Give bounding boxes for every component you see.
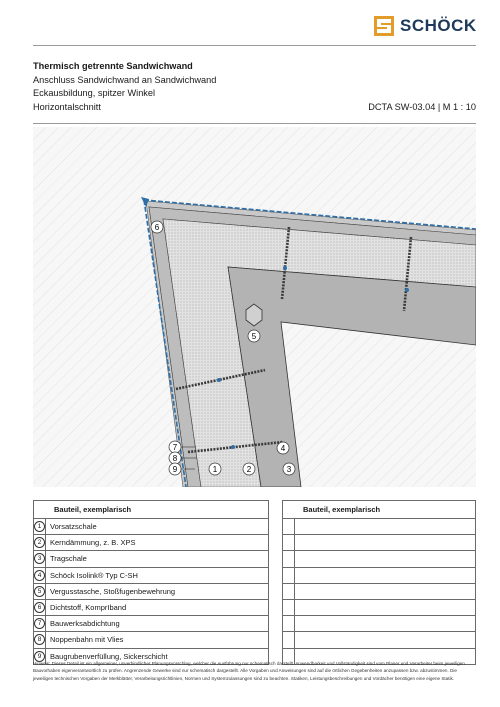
marker-5 bbox=[248, 330, 260, 342]
drawing-section: Horizontalschnitt bbox=[33, 101, 101, 112]
section-drawing bbox=[33, 127, 476, 487]
drawing-reference: DCTA SW-03.04 | M 1 : 10 bbox=[368, 101, 476, 112]
marker-1 bbox=[209, 463, 221, 475]
legend-header-left: Bauteil, exemplarisch bbox=[34, 501, 269, 519]
drawing-detail: Eckausbildung, spitzer Winkel bbox=[33, 88, 156, 98]
legend-number: 7 bbox=[34, 618, 45, 629]
connector-insulation-mark-4 bbox=[231, 445, 235, 449]
legend-label: Vorsatzschale bbox=[46, 519, 269, 535]
svg-text:5: 5 bbox=[251, 332, 257, 341]
legend-row bbox=[34, 567, 476, 583]
connector-insulation-mark-3 bbox=[217, 378, 221, 382]
marker-2 bbox=[243, 463, 255, 475]
legend-number: 8 bbox=[34, 634, 45, 645]
legend-row bbox=[34, 519, 476, 535]
drawing-subtitle: Anschluss Sandwichwand an Sandwichwand bbox=[33, 74, 217, 85]
legend-number: 2 bbox=[34, 537, 45, 548]
marker-4 bbox=[277, 442, 289, 454]
marker-3 bbox=[283, 463, 295, 475]
legend-number: 1 bbox=[34, 521, 45, 532]
legend-header-row bbox=[34, 501, 476, 519]
top-divider bbox=[33, 45, 476, 46]
legend-row bbox=[34, 551, 476, 567]
legend-header-right: Bauteil, exemplarisch bbox=[283, 501, 476, 519]
legend-label: Tragschale bbox=[46, 551, 269, 567]
legend-label: Baugrubenverfüllung, Sickerschicht bbox=[46, 648, 269, 664]
legend-number: 6 bbox=[34, 602, 45, 613]
svg-text:6: 6 bbox=[154, 223, 160, 232]
legend-label: Schöck Isolink® Typ C-SH bbox=[46, 567, 269, 583]
legend-label: Bauwerksabdichtung bbox=[46, 616, 269, 632]
svg-text:7: 7 bbox=[172, 443, 178, 452]
connector-insulation-mark-1 bbox=[283, 266, 287, 270]
legend-row bbox=[34, 583, 476, 599]
svg-text:9: 9 bbox=[172, 465, 178, 474]
schoeck-logo bbox=[374, 16, 477, 36]
svg-text:8: 8 bbox=[172, 454, 178, 463]
legend-label: Dichtstoff, KomprIband bbox=[46, 599, 269, 615]
svg-text:2: 2 bbox=[246, 465, 252, 474]
disclaimer-note: Hinweis: Dieses Detail ist ein allgemeiner, unverbindlicher Planungsvorschlag, welcher die Ausführung nur schematisch darstellt. Anwendbarkeit und Vollständigkeit sind vom Planer und Verarbeiter beim jeweiligen Bauvorhaben eigenverantwortlich zu prüfen. Angrenzende Gewerke sind nur schematisch dargestellt. Alle Vorgaben und Anweisungen sind auf die örtlichen Gegebenheiten anzupassen bzw. abzustimmen. Die jeweiligen technischen Vorgaben der Merkblätter, Verarbeitungsrichtlinien, Normen und Systemzulassungen sind zu beachten. Statiken, Leistungsbeschreibungen und Vordächer benötigen eine eigene Statik. bbox=[33, 661, 465, 681]
schoeck-logo-icon bbox=[374, 16, 394, 36]
legend-row bbox=[34, 599, 476, 615]
header-divider bbox=[33, 123, 476, 124]
brand-name: SCHÖCK bbox=[400, 16, 477, 35]
legend-row bbox=[34, 632, 476, 648]
legend-row bbox=[34, 535, 476, 551]
connector-insulation-mark-2 bbox=[405, 288, 409, 292]
legend-label: Kerndämmung, z. B. XPS bbox=[46, 535, 269, 551]
legend-number: 9 bbox=[34, 651, 45, 662]
marker-6 bbox=[151, 221, 163, 233]
legend-table bbox=[33, 500, 476, 665]
legend-gap bbox=[269, 501, 283, 519]
svg-text:3: 3 bbox=[286, 465, 292, 474]
legend-number: 3 bbox=[34, 553, 45, 564]
legend-label: Vergusstasche, Stoßfugenbewehrung bbox=[46, 583, 269, 599]
svg-text:1: 1 bbox=[212, 465, 218, 474]
legend-number: 5 bbox=[34, 586, 45, 597]
legend-label: Noppenbahn mit Vlies bbox=[46, 632, 269, 648]
drawing-header bbox=[33, 60, 476, 114]
svg-text:4: 4 bbox=[280, 444, 286, 453]
legend-row bbox=[34, 616, 476, 632]
legend-number: 4 bbox=[34, 570, 45, 581]
drawing-title: Thermisch getrennte Sandwichwand bbox=[33, 61, 193, 71]
